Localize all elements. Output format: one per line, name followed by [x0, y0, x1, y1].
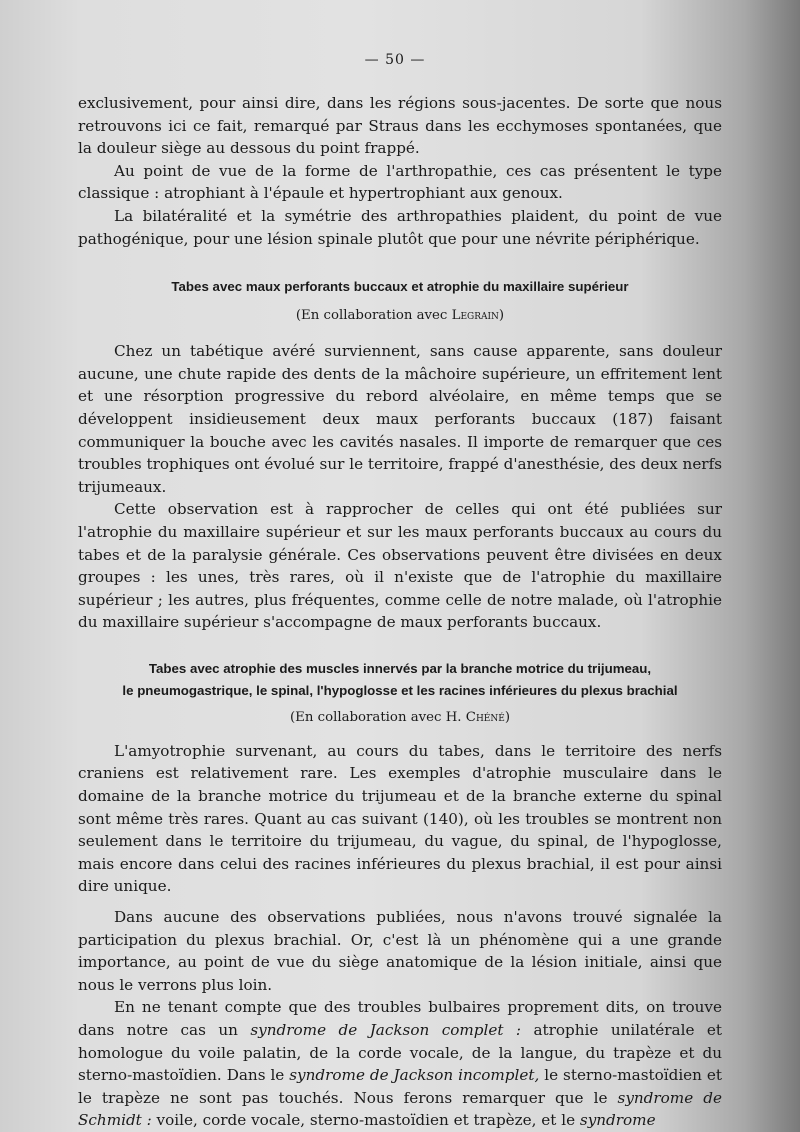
section-2-paragraph-3	[78, 996, 722, 1132]
section-2-paragraph-2: Dans aucune des observations publiées, nous n'avons trouvé signalée la participation du plexus brachial. Or, c'est là un phénomène qui a une grande importance, au point de vue du siège anatomique de la lésion initiale, ainsi que nous le verrons plus loin.	[78, 908, 722, 994]
collab-prefix: (En collaboration avec H.	[289, 709, 462, 725]
page-content	[78, 92, 722, 1132]
intro-paragraph-3: La bilatéralité et la symétrie des arthropathies plaident, du point de vue pathogénique, pour une lésion spinale plutôt que pour une névrite périphérique.	[78, 206, 722, 248]
section-1-paragraph-2: Cette observation est à rapprocher de celles qui ont été publiées sur l'atrophie du maxillaire supérieur et sur les maux perforants buccaux au cours du tabes et de la paralysie générale. Ces observations peuvent être divisées en deux groupes : les unes, très rares, où il n'existe que de l'atrophie du maxillaire supérieur ; les autres, plus fréquentes, comme celle de notre malade, où l'atrophie du maxillaire supérieur s'accompagne de maux perforants buccaux.	[78, 500, 722, 632]
text-run: voile, corde vocale, sterno-mastoïdien et trapèze, et le	[151, 1111, 580, 1130]
collab-suffix: )	[498, 308, 505, 324]
collab-suffix: )	[504, 709, 511, 725]
italic-term: syndrome de Jackson complet :	[250, 1021, 522, 1039]
collab-name: Chéné	[465, 709, 505, 725]
section-2-title-line-2: le pneumogastrique, le spinal, l'hypoglosse et les racines inférieures du plexus brachial	[122, 682, 678, 698]
collab-name: Legrain	[451, 308, 499, 324]
section-2-paragraph-1: L'amyotrophie survenant, au cours du tabes, dans le territoire des nerfs craniens est relativement rare. Les exemples d'atrophie musculaire dans le domaine de la branche motrice du trijumeau et de la branche externe du spinal sont même très rares. Quant au cas suivant (140), où les troubles se montrent non seulement dans le territoire du trijumeau, du vague, du spinal, de l'hypoglosse, mais encore dans celui des racines inférieures du plexus brachial, il est pour ainsi dire unique.	[78, 741, 722, 896]
section-1-title: Tabes avec maux perforants buccaux et atrophie du maxillaire supérieur	[171, 279, 629, 295]
italic-term: syndrome de Jackson incomplet,	[289, 1066, 540, 1085]
text-run: le sterno-mastoïdien et le trapèze ne sont pas touchés. Nous ferons remarquer que le	[78, 1066, 722, 1107]
intro-paragraph-1: exclusivement, pour ainsi dire, dans les régions sous-jacentes. De sorte que nous retrouvons ici ce fait, remarqué par Straus dans les ecchymoses spontanées, que la douleur siège au dessous du point frappé.	[78, 94, 722, 158]
section-2-collaboration	[78, 708, 722, 728]
text-run: En ne tenant compte que des troubles bulbaires proprement dits, on trouve dans notre cas un	[78, 998, 722, 1039]
page-number: — 50 —	[364, 52, 426, 68]
italic-term: syndrome	[579, 1111, 656, 1130]
italic-term: syndrome de Schmidt :	[78, 1088, 722, 1130]
section-1-collaboration	[78, 306, 722, 326]
section-2-title-line-1: Tabes avec atrophie des muscles innervés par la branche motrice du trijumeau,	[148, 660, 652, 676]
section-1-paragraph-1: Chez un tabétique avéré surviennent, sans cause apparente, sans douleur aucune, une chute rapide des dents de la mâchoire supérieure, un effritement lent et une résorption progressive du rebord alvéolaire, en même temps que se développent insidieusement deux maux perforants buccaux (187) faisant communiquer la bouche avec les cavités nasales. Il importe de remarquer que ces troubles trophiques ont évolué sur le territoire, frappé d'anesthésie, des deux nerfs trijumeaux.	[78, 342, 722, 496]
text-run: atrophie unilatérale et homologue du voile palatin, de la corde vocale, de la langue, du trapèze et du sterno-mastoïdien. Dans le	[78, 1021, 722, 1085]
collab-prefix: (En collaboration avec	[295, 308, 448, 324]
intro-paragraph-2: Au point de vue de la forme de l'arthropathie, ces cas présentent le type classique : atrophiant à l'épaule et hypertrophiant aux genoux.	[78, 161, 722, 203]
